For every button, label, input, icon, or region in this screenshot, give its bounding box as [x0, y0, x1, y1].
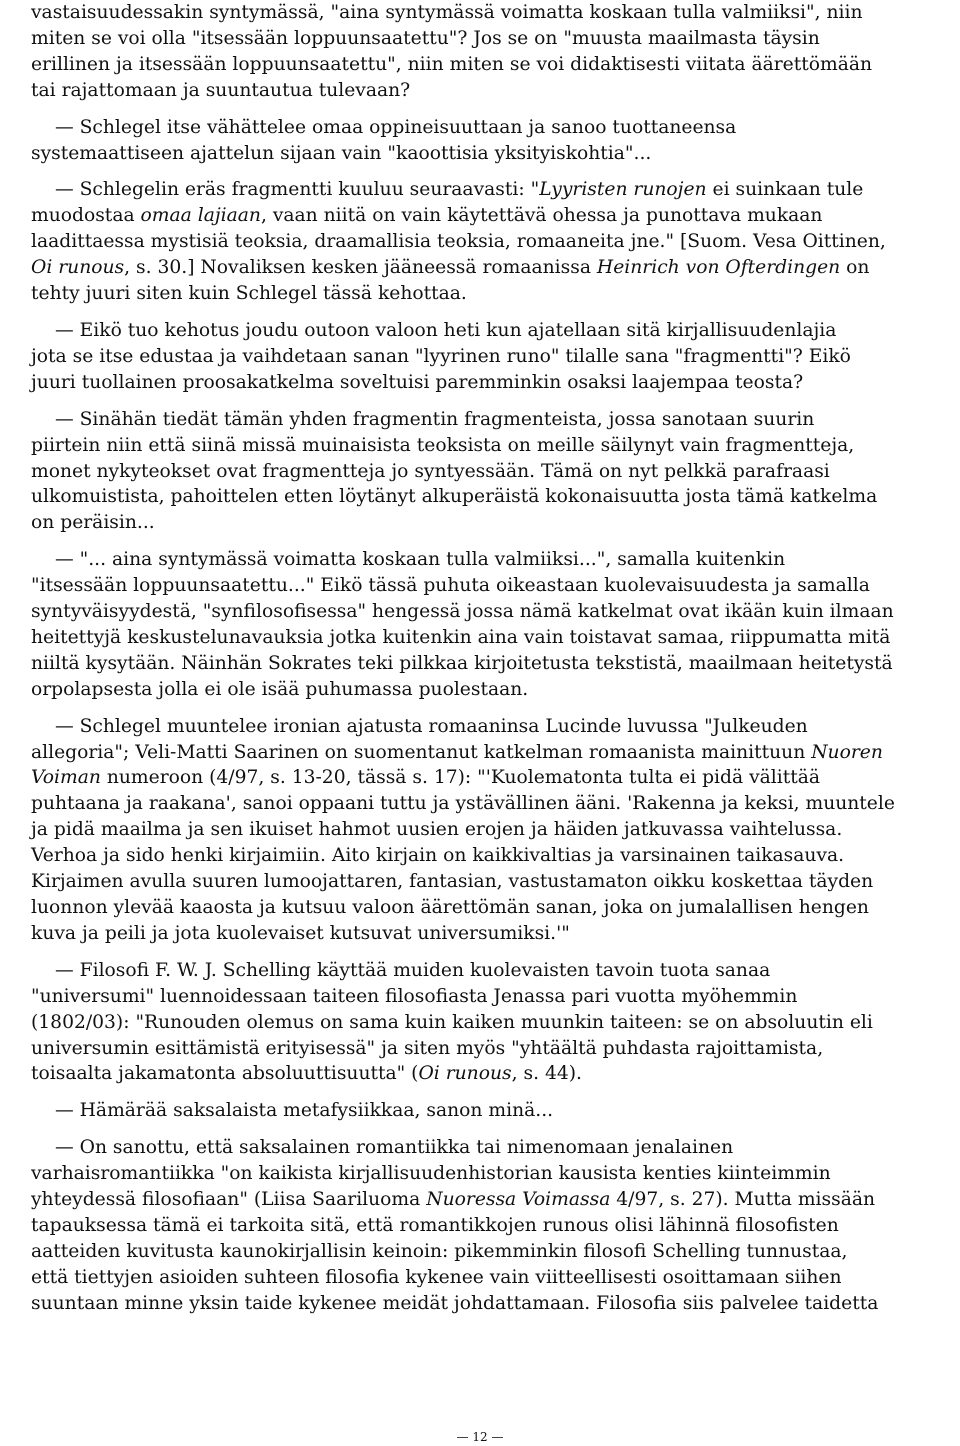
italic-text: Nuoressa Voimassa: [426, 1189, 611, 1211]
text-line: [31, 52, 947, 78]
text-span: suuntaan minne yksin taide kykenee meidät johdattamaan. Filosofia siis palvelee taidetta: [31, 1292, 879, 1314]
text-span: yhteydessä filosofiaan" (Liisa Saariluoma: [31, 1189, 427, 1211]
text-span: puhtaana ja raakana', sanoi oppaani tuttu ja ystävällinen ääni. 'Rakenna ja keksi, muuntele: [31, 793, 895, 815]
text-line: [31, 78, 947, 104]
text-line: [31, 958, 947, 984]
text-line: [31, 791, 947, 817]
text-line: [31, 407, 947, 433]
paragraph: [31, 407, 947, 537]
italic-text: Nuoren: [811, 741, 883, 763]
text-line: [31, 177, 947, 203]
text-line: [31, 203, 947, 229]
text-line: [31, 510, 947, 536]
italic-text: Oi runous: [31, 257, 125, 279]
paragraph: [31, 1098, 947, 1124]
text-span: syntyväisyydestä, "synfilosofisessa" hengessä jossa nämä katkelmat ovat ikään kuin ilmaan: [31, 601, 894, 623]
paragraph: [31, 0, 947, 104]
text-line: [31, 1010, 947, 1036]
paragraph: [31, 958, 947, 1088]
text-span: , s. 30.] Novaliksen kesken jääneessä romaanissa: [124, 257, 597, 279]
text-span: allegoria"; Veli-Matti Saarinen on suomentanut katkelman romaanista mainittuun: [31, 741, 812, 763]
text-span: heitettyjä keskustelunavauksia jotka kuitenkin aina vain toistavat samaa, riippumatta mitä: [31, 626, 891, 648]
text-span: että tiettyjen asioiden suhteen filosofia kykenee vain viitteellisesti osoittamaan siihen: [31, 1266, 842, 1288]
text-span: monet nykyteokset ovat fragmentteja jo syntyessään. Tämä on nyt pelkkä parafraasi: [31, 460, 830, 482]
paragraph: [31, 714, 947, 947]
paragraph: [31, 177, 947, 307]
text-line: [31, 115, 947, 141]
text-line: [31, 625, 947, 651]
text-line: [31, 817, 947, 843]
text-line: [31, 229, 947, 255]
text-span: — Schlegel itse vähättelee omaa oppineisuuttaan ja sanoo tuottaneensa: [55, 116, 737, 138]
text-span: toisaalta jakamatonta absoluuttisuutta" (: [31, 1063, 419, 1085]
text-span: on: [840, 257, 870, 279]
text-line: [31, 714, 947, 740]
text-span: tehty juuri siten kuin Schlegel tässä kehottaa.: [31, 283, 467, 305]
text-span: — On sanottu, että saksalainen romantiikka tai nimenomaan jenalainen: [55, 1137, 734, 1159]
text-span: tai rajattomaan ja suuntautua tulevaan?: [31, 79, 411, 101]
text-line: [31, 26, 947, 52]
paragraph: [31, 547, 947, 702]
text-line: [31, 599, 947, 625]
text-line: [31, 740, 947, 766]
text-span: — Filosofi F. W. J. Schelling käyttää muiden kuolevaisten tavoin tuota sanaa: [55, 959, 771, 981]
italic-text: Lyyristen runojen: [539, 179, 707, 201]
text-line: [31, 895, 947, 921]
paragraph: [31, 318, 947, 396]
text-span: kuva ja peili ja jota kuolevaiset kutsuvat universumiksi.'": [31, 922, 570, 944]
text-span: — Schlegel muuntelee ironian ajatusta romaaninsa Lucinde luvussa "Julkeuden: [55, 715, 808, 737]
text-span: universumin esittämistä erityisessä" ja siten myös "yhtäältä puhdasta rajoittamista,: [31, 1037, 824, 1059]
text-span: Kirjaimen avulla suuren lumoojattaren, fantasian, vastustamaton oikku koskettaa täyden: [31, 871, 874, 893]
text-line: [31, 651, 947, 677]
text-line: [31, 1061, 947, 1087]
text-span: — "... aina syntymässä voimatta koskaan tulla valmiiksi...", samalla kuitenkin: [55, 549, 786, 571]
text-line: [31, 573, 947, 599]
text-line: [31, 255, 947, 281]
text-span: varhaisromantiikka "on kaikista kirjallisuudenhistorian kausista kenties kiinteimmin: [31, 1163, 831, 1185]
text-line: [31, 765, 947, 791]
text-span: niiltä kysytään. Näinhän Sokrates teki pilkkaa kirjoitetusta tekstistä, maailmaan heitetystä: [31, 652, 893, 674]
text-span: juuri tuollainen proosakatkelma soveltuisi paremminkin osaksi laajempaa teosta?: [31, 371, 804, 393]
italic-text: Oi runous: [418, 1063, 512, 1085]
text-line: [31, 677, 947, 703]
text-span: — Sinähän tiedät tämän yhden fragmentin fragmenteista, jossa sanotaan suurin: [55, 408, 815, 430]
text-line: [31, 843, 947, 869]
text-line: [31, 984, 947, 1010]
text-line: [31, 433, 947, 459]
text-line: [31, 1036, 947, 1062]
text-span: — Schlegelin eräs fragmentti kuuluu seuraavasti: ": [55, 179, 540, 201]
paragraph: [31, 1135, 947, 1316]
page-number: — 12 —: [456, 1430, 504, 1444]
text-span: luonnon ylevää kaaosta ja kutsuu valoon äärettömän sanan, joka on jumalallisen hengen: [31, 897, 869, 918]
text-span: vastaisuudessakin syntymässä, "aina syntymässä voimatta koskaan tulla valmiiksi", niin: [31, 2, 863, 23]
text-span: erillinen ja itsessään loppuunsaatettu", niin miten se voi didaktisesti viitata äärettömään: [31, 53, 873, 75]
text-line: [31, 318, 947, 344]
text-span: jota se itse edustaa ja vaihdetaan sanan "lyyrinen runo" tilalle sana "fragmentti"? Eikö: [31, 345, 851, 367]
text-line: [31, 281, 947, 307]
text-span: , s. 44).: [511, 1063, 582, 1085]
text-span: , vaan niitä on vain käytettävä ohessa ja punottava mukaan: [260, 205, 823, 227]
text-line: [31, 459, 947, 485]
text-span: tapauksessa tämä ei tarkoita sitä, että romantikkojen runous olisi lähinnä filosofisten: [31, 1214, 839, 1236]
text-span: muodostaa: [31, 205, 141, 227]
text-span: Verhoa ja sido henki kirjaimiin. Aito kirjain on kaikkivaltias ja varsinainen taikasauva.: [31, 845, 845, 867]
text-span: — Eikö tuo kehotus joudu outoon valoon heti kun ajatellaan sitä kirjallisuudenlajia: [55, 319, 837, 341]
text-line: [31, 0, 947, 26]
italic-text: omaa lajiaan: [140, 205, 261, 227]
text-line: [31, 1239, 947, 1265]
text-line: [31, 869, 947, 895]
text-line: [31, 1265, 947, 1291]
text-line: [31, 1187, 947, 1213]
text-line: [31, 921, 947, 947]
text-span: systemaattiseen ajattelun sijaan vain "kaoottisia yksityiskohtia"...: [31, 142, 652, 164]
text-line: [31, 1213, 947, 1239]
text-span: orpolapsesta jolla ei ole isää puhumassa puolestaan.: [31, 678, 529, 700]
text-line: [31, 1161, 947, 1187]
text-span: (1802/03): "Runouden olemus on sama kuin kaiken muunkin taiteen: se on absoluutin eli: [31, 1011, 873, 1033]
text-line: [31, 484, 947, 510]
text-line: [31, 1135, 947, 1161]
text-line: [31, 370, 947, 396]
text-line: [31, 141, 947, 167]
text-span: numeroon (4/97, s. 13-20, tässä s. 17): "'Kuolematonta tulta ei pidä välittää: [100, 767, 821, 789]
italic-text: Heinrich von Ofterdingen: [596, 257, 841, 279]
italic-text: Voiman: [31, 767, 101, 789]
text-line: [31, 547, 947, 573]
text-span: 4/97, s. 27). Mutta missään: [610, 1189, 876, 1211]
text-span: — Hämärää saksalaista metafysiikkaa, sanon minä...: [55, 1100, 554, 1122]
text-span: "universumi" luennoidessaan taiteen filosofiasta Jenassa pari vuotta myöhemmin: [31, 985, 798, 1007]
text-span: miten se voi olla "itsessään loppuunsaatettu"? Jos se on "muusta maailmasta täysin: [31, 27, 820, 49]
paragraph: [31, 115, 947, 167]
text-line: [31, 1291, 947, 1317]
document-page: [31, 0, 947, 1317]
text-span: ulkomuistista, pahoittelen etten löytänyt alkuperäistä kokonaisuutta josta tämä katkelma: [31, 486, 878, 508]
text-span: laadittaessa mystisiä teoksia, draamallisia teoksia, romaaneita jne." [Suom. Vesa Oittinen,: [31, 231, 886, 253]
text-span: ja pidä maailma ja sen ikuiset hahmot uusien erojen ja häiden jatkuvassa vaihtelussa.: [31, 819, 843, 841]
text-line: [31, 1098, 947, 1124]
text-span: "itsessään loppuunsaatettu..." Eikö tässä puhuta oikeastaan kuolevaisuudesta ja samalla: [31, 575, 870, 597]
text-span: aatteiden kuvitusta kaunokirjallisin keinoin: pikemminkin filosofi Schelling tunnustaa,: [31, 1240, 848, 1262]
text-span: piirtein niin että siinä missä muinaisista teoksista on meille säilynyt vain fragmentteja,: [31, 434, 855, 456]
text-line: [31, 344, 947, 370]
text-span: on peräisin...: [31, 512, 155, 534]
text-span: ei suinkaan tule: [706, 179, 864, 201]
